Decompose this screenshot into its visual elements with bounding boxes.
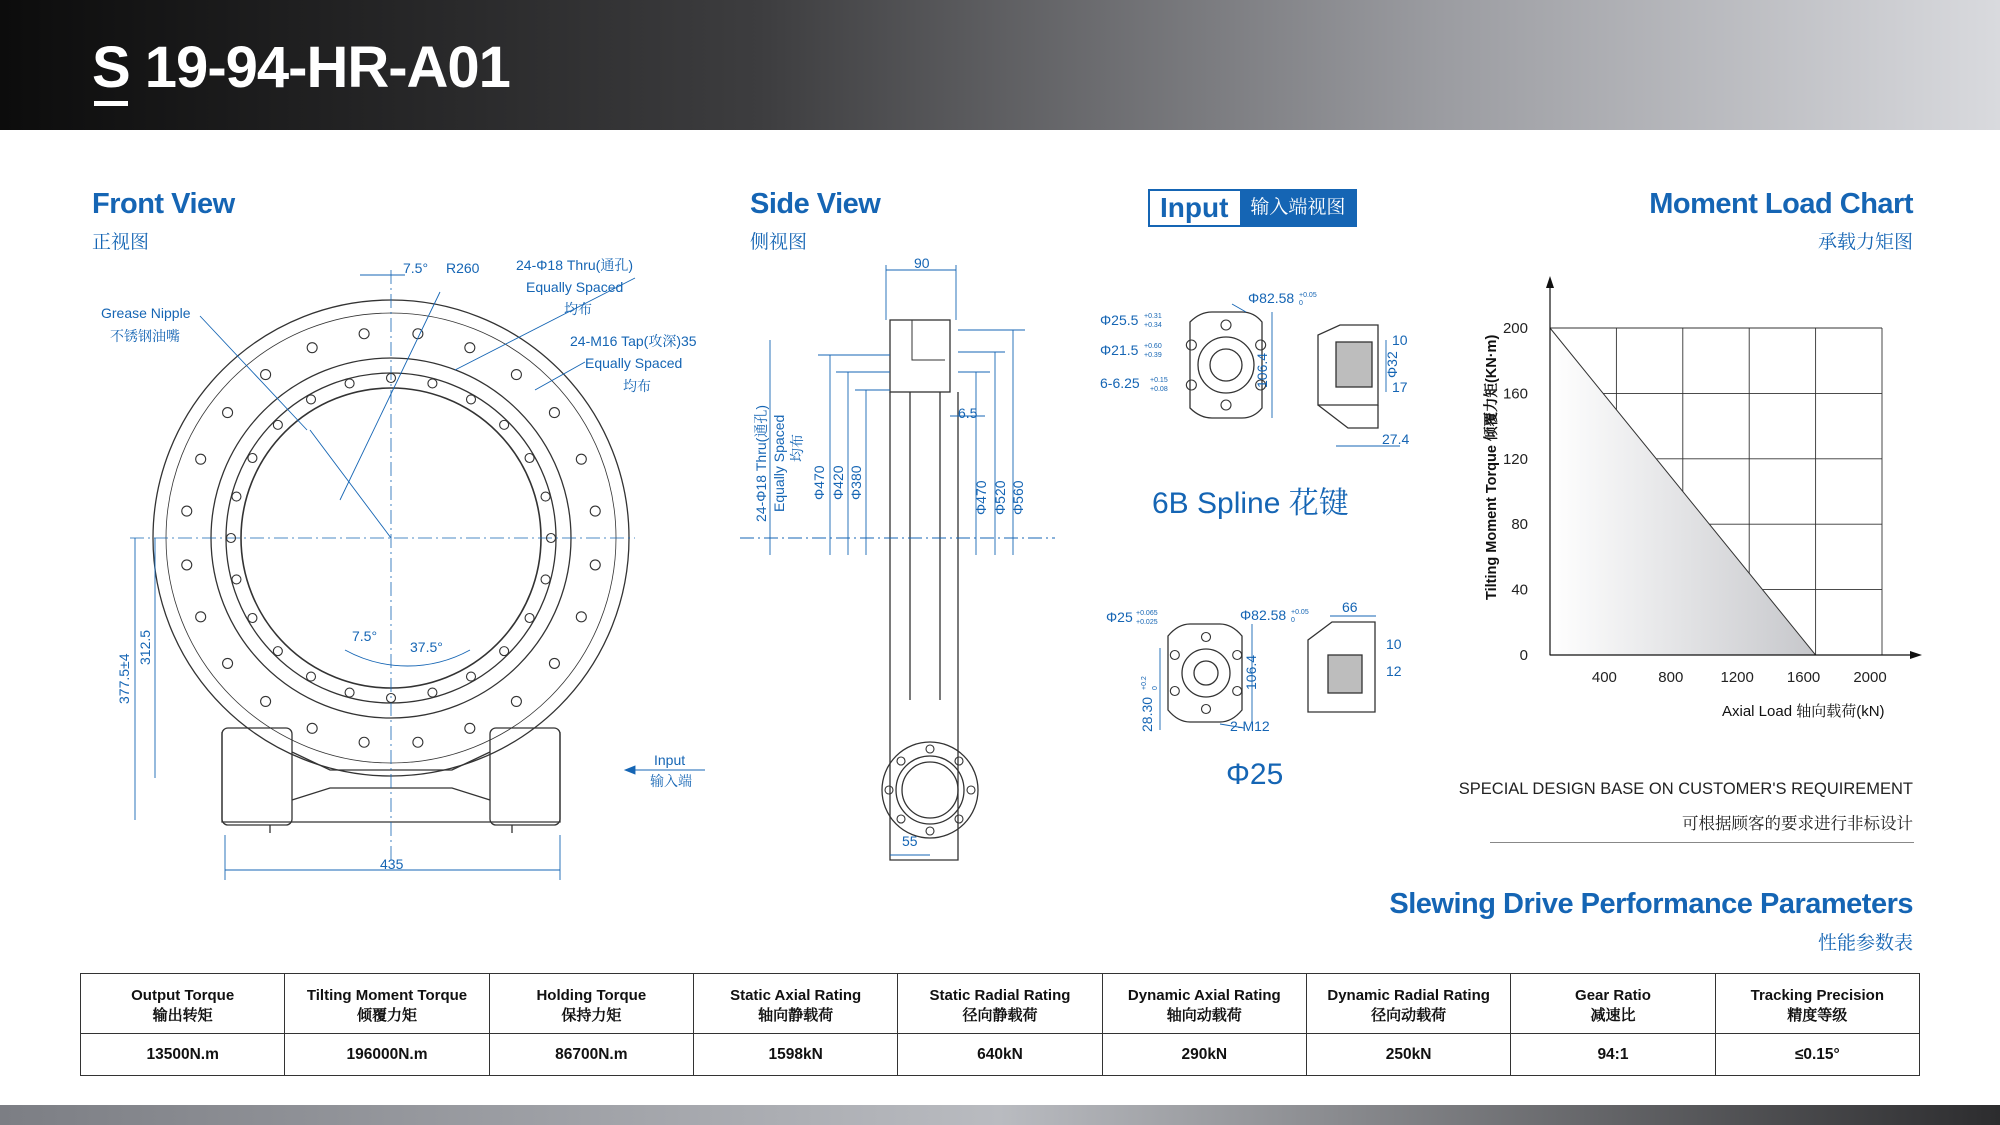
iv-top-da-dn: +0.34 (1144, 322, 1162, 329)
moment-load-chart (1470, 260, 1940, 730)
fv-height-center: 312.5 (137, 629, 153, 665)
table-header-cell (1715, 974, 1919, 1034)
custom-design-note: SPECIAL DESIGN BASE ON CUSTOMER'S REQUIREMENT (1458, 780, 1913, 798)
flange-hole (1170, 651, 1179, 660)
sv-dim-offset: 6.5 (958, 405, 978, 421)
iv-top-s17: 17 (1392, 379, 1408, 395)
iv-top-db-dn: +0.39 (1144, 352, 1162, 359)
side-view-subtitle: 侧视图 (750, 232, 808, 253)
fv-holes-a-1: 24-Φ18 Thru(通孔) (516, 257, 633, 273)
col-cn: 轴向静载荷 (758, 1006, 834, 1024)
fv-angle-inner: 7.5° (352, 628, 378, 644)
table-cell: 13500N.m (81, 1034, 285, 1076)
iv-top-s10: 10 (1392, 332, 1408, 348)
table-cell: 1598kN (693, 1034, 897, 1076)
iv-bot-pcd-dn: 0 (1291, 617, 1295, 624)
table-row (81, 1034, 1920, 1076)
table-cell: 250kN (1306, 1034, 1510, 1076)
chart-x-ticks (1592, 669, 1887, 686)
iv-bot-pcd-up: +0.05 (1291, 609, 1309, 616)
iv-top-db: Φ21.5 (1100, 342, 1139, 358)
flange-hole (1233, 687, 1242, 696)
performance-title: Slewing Drive Performance Parameters (1389, 888, 1913, 920)
sv-holes-3: 均布 (789, 434, 805, 462)
y-tick-label: 40 (1511, 581, 1528, 599)
y-tick-label: 160 (1502, 385, 1528, 403)
table-header-cell (1306, 974, 1510, 1034)
col-cn: 径向静载荷 (962, 1006, 1038, 1024)
table-cell: 86700N.m (489, 1034, 693, 1076)
performance-subtitle: 性能参数表 (1817, 933, 1913, 954)
input-view-subtitle: 输入端视图 (1240, 191, 1355, 225)
col-en: Tracking Precision (1750, 986, 1884, 1004)
iv-top-s274: 27.4 (1382, 431, 1410, 447)
input-flange-bottom (1168, 624, 1242, 722)
iv-bot-da-dn: +0.025 (1136, 619, 1158, 626)
flange-hole (1170, 687, 1179, 696)
iv-top-da: Φ25.5 (1100, 312, 1139, 328)
col-en: Gear Ratio (1575, 986, 1651, 1004)
fv-input-cn: 输入端 (650, 773, 692, 789)
col-cn: 输出转矩 (152, 1006, 213, 1024)
iv-top-dc: 6-6.25 (1100, 375, 1140, 391)
y-tick-label: 120 (1502, 450, 1528, 468)
chart-y-ticks (1503, 320, 1528, 664)
iv-top-db-up: +0.60 (1144, 343, 1162, 350)
iv-bot-s12: 12 (1386, 663, 1402, 679)
table-cell: 196000N.m (285, 1034, 489, 1076)
iv-bot-key-up: +0.2 (1141, 676, 1148, 690)
title-prefix: S (92, 35, 130, 100)
sv-holes-2: Equally Spaced (771, 414, 787, 512)
flange-hole (1186, 380, 1196, 390)
table-header-cell (898, 974, 1102, 1034)
table-header-cell (285, 974, 489, 1034)
x-tick-label: 2000 (1853, 669, 1887, 686)
iv-bot-key-dn: 0 (1152, 686, 1159, 690)
y-tick-label: 200 (1502, 320, 1528, 337)
input-view-title: Input (1150, 191, 1240, 225)
performance-table (80, 973, 1920, 1076)
iv-bot-tap: 2-M12 (1230, 718, 1270, 734)
table-header-cell (1511, 974, 1715, 1034)
iv-bot-s10: 10 (1386, 636, 1402, 652)
fv-radius: R260 (446, 260, 480, 276)
fv-height-total: 377.5±4 (116, 653, 132, 704)
iv-bot-da: Φ25 (1106, 609, 1133, 625)
y-tick-label: 0 (1519, 647, 1528, 664)
sv-d560: Φ560 (1010, 480, 1026, 515)
x-tick-label: 800 (1658, 669, 1684, 686)
fv-holes-b-1: 24-M16 Tap(攻深)35 (570, 333, 697, 349)
side-view-title: Side View (750, 188, 881, 220)
sv-d470-right: Φ470 (973, 480, 989, 515)
col-cn: 径向动载荷 (1371, 1006, 1447, 1024)
col-cn: 倾覆力矩 (356, 1006, 417, 1024)
flange-hole (1221, 400, 1231, 410)
iv-top-pcd-dn: 0 (1299, 300, 1303, 307)
iv-top-da-up: +0.31 (1144, 313, 1162, 320)
fv-holes-b-2: Equally Spaced (585, 355, 683, 371)
sv-dim-bottom: 55 (902, 833, 918, 849)
sv-d520: Φ520 (992, 480, 1008, 515)
table-cell: ≤0.15° (1715, 1034, 1919, 1076)
title-model: 19-94-HR-A01 (129, 35, 510, 100)
table-cell: 94:1 (1511, 1034, 1715, 1076)
col-en: Static Axial Rating (730, 986, 862, 1004)
iv-bot-key: 28.30 (1139, 696, 1155, 732)
moment-chart-subtitle: 承载力矩图 (1817, 232, 1913, 253)
y-tick-label: 80 (1511, 516, 1528, 534)
y-axis-arrow (1546, 276, 1554, 288)
table-header-cell (693, 974, 897, 1034)
front-view-title: Front View (92, 188, 235, 220)
iv-top-h: 106.4 (1254, 352, 1270, 388)
x-tick-label: 400 (1591, 669, 1617, 686)
flange-hole (1221, 320, 1231, 330)
footer-bar (0, 1105, 2000, 1125)
input-flange-top (1190, 312, 1262, 418)
fv-holes-a-2: Equally Spaced (526, 279, 624, 295)
moment-chart-title: Moment Load Chart (1649, 188, 1913, 220)
iv-top-pcd-up: +0.05 (1299, 292, 1317, 299)
flange-hole (1233, 651, 1242, 660)
iv-top-pcd: Φ82.58 (1248, 290, 1295, 306)
iv-bot-h: 106.4 (1243, 654, 1259, 690)
sv-dim-top: 90 (914, 255, 930, 271)
fv-holes-b-3: 均布 (623, 378, 651, 394)
x-tick-label: 1600 (1786, 669, 1821, 686)
sv-d380: Φ380 (848, 465, 864, 500)
x-axis-arrow (1910, 651, 1922, 659)
table-cell: 290kN (1102, 1034, 1306, 1076)
col-cn: 减速比 (1590, 1006, 1636, 1024)
table-header-row (81, 974, 1920, 1034)
iv-bot-s66: 66 (1342, 599, 1358, 615)
col-en: Dynamic Axial Rating (1127, 986, 1281, 1004)
col-en: Tilting Moment Torque (306, 986, 468, 1004)
fv-input-en: Input (654, 752, 686, 768)
spline-caption: 6B Spline 花键 (1152, 487, 1349, 520)
flange-hole (1186, 340, 1196, 350)
fv-grease-cn: 不锈钢油嘴 (110, 328, 180, 344)
col-en: Static Radial Rating (929, 986, 1071, 1004)
table-header-cell (489, 974, 693, 1034)
fv-width: 435 (380, 856, 404, 872)
iv-top-dc-dn: +0.08 (1150, 386, 1168, 393)
flange-hole (1202, 705, 1211, 714)
iv-top-dc-up: +0.15 (1150, 377, 1168, 384)
fv-angle-top: 7.5° (403, 260, 429, 276)
flange-hole (1202, 633, 1211, 642)
table-header-cell (81, 974, 285, 1034)
sv-holes-1: 24-Φ18 Thru(通孔) (753, 405, 769, 522)
front-view-subtitle: 正视图 (92, 232, 150, 253)
chart-y-label: Tilting Moment Torque 倾覆力矩(KN·m) (1484, 334, 1500, 600)
col-en: Holding Torque (536, 986, 647, 1004)
custom-design-note-cn: 可根据顾客的要求进行非标设计 (1682, 815, 1913, 833)
flange-hole (1256, 340, 1266, 350)
x-tick-label: 1200 (1720, 669, 1754, 686)
iv-bot-pcd: Φ82.58 (1240, 607, 1287, 623)
iv-bot-da-up: +0.065 (1136, 610, 1158, 617)
fv-holes-a-3: 均布 (564, 301, 592, 317)
sv-d420: Φ420 (830, 465, 846, 500)
fv-grease-en: Grease Nipple (101, 305, 191, 321)
fv-angle-big: 37.5° (410, 639, 443, 655)
shaft-caption: Φ25 (1226, 758, 1284, 791)
iv-top-s32: Φ32 (1384, 351, 1400, 378)
col-en: Dynamic Radial Rating (1327, 986, 1490, 1004)
table-header-cell (1102, 974, 1306, 1034)
note-divider (1490, 842, 1914, 843)
table-cell: 640kN (898, 1034, 1102, 1076)
col-en: Output Torque (131, 986, 235, 1004)
col-cn: 精度等级 (1787, 1006, 1848, 1024)
chart-x-label: Axial Load 轴向载荷(kN) (1722, 703, 1885, 720)
col-cn: 保持力矩 (561, 1006, 622, 1024)
col-cn: 轴向动载荷 (1166, 1006, 1242, 1024)
sv-d470-left: Φ470 (811, 465, 827, 500)
